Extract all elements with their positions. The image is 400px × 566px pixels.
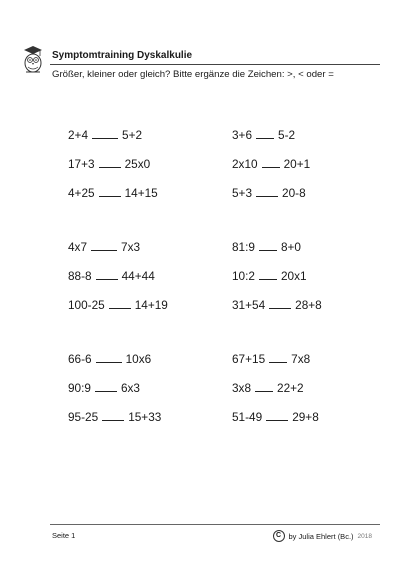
task-right-term: 10x6 <box>125 352 152 366</box>
answer-blank[interactable] <box>96 270 118 280</box>
task-left-term: 3+6 <box>232 128 253 142</box>
task-left-term: 2+4 <box>68 128 89 142</box>
task-left-term: 81:9 <box>232 240 255 254</box>
task-14 <box>232 352 310 366</box>
answer-blank[interactable] <box>262 158 280 168</box>
answer-blank[interactable] <box>259 241 277 251</box>
task-right-term: 20x1 <box>280 269 307 283</box>
task-left-term: 31+54 <box>232 298 266 312</box>
task-11 <box>68 298 168 312</box>
task-left-term: 10:2 <box>232 269 255 283</box>
page-number: Seite 1 <box>52 531 76 540</box>
answer-blank[interactable] <box>255 382 273 392</box>
answer-blank[interactable] <box>269 353 287 363</box>
answer-blank[interactable] <box>96 353 122 363</box>
task-6 <box>232 186 306 200</box>
task-4 <box>232 157 310 171</box>
task-left-term: 95-25 <box>68 410 99 424</box>
task-left-term: 17+3 <box>68 157 95 171</box>
answer-blank[interactable] <box>99 187 121 197</box>
task-right-term: 6x3 <box>120 381 140 395</box>
task-left-term: 5+3 <box>232 186 253 200</box>
task-instruction: Größer, kleiner oder gleich? Bitte ergänze die Zeichen: >, < oder = <box>52 69 334 80</box>
task-left-term: 66-6 <box>68 352 92 366</box>
task-13 <box>68 352 151 366</box>
answer-blank[interactable] <box>256 129 274 139</box>
task-right-term: 5-2 <box>278 128 296 142</box>
task-right-term: 28+8 <box>295 298 322 312</box>
task-left-term: 2x10 <box>232 157 258 171</box>
task-left-term: 4x7 <box>68 240 88 254</box>
task-12 <box>232 298 322 312</box>
task-right-term: 7x8 <box>291 352 311 366</box>
copyright-notice <box>273 530 373 542</box>
task-right-term: 44+44 <box>121 269 155 283</box>
owl-teacher-logo-icon <box>22 44 44 74</box>
task-right-term: 5+2 <box>122 128 143 142</box>
answer-blank[interactable] <box>102 411 124 421</box>
answer-blank[interactable] <box>99 158 121 168</box>
copyright-year: 2018 <box>357 532 372 540</box>
answer-blank[interactable] <box>95 382 117 392</box>
task-10 <box>232 269 307 283</box>
task-right-term: 22+2 <box>277 381 304 395</box>
task-7 <box>68 240 140 254</box>
task-5 <box>68 186 158 200</box>
task-left-term: 51-49 <box>232 410 263 424</box>
task-right-term: 20-8 <box>282 186 306 200</box>
task-left-term: 67+15 <box>232 352 266 366</box>
footer-divider <box>50 524 380 525</box>
task-15 <box>68 381 140 395</box>
task-right-term: 25x0 <box>124 157 151 171</box>
task-17 <box>68 410 161 424</box>
task-left-term: 3x8 <box>232 381 252 395</box>
answer-blank[interactable] <box>91 241 117 251</box>
copyright-icon: C <box>273 530 285 542</box>
task-8 <box>232 240 301 254</box>
task-right-term: 14+19 <box>134 298 168 312</box>
task-right-term: 20+1 <box>283 157 311 171</box>
answer-blank[interactable] <box>266 411 288 421</box>
task-9 <box>68 269 155 283</box>
task-left-term: 100-25 <box>68 298 105 312</box>
worksheet-title: Symptomtraining Dyskalkulie <box>52 50 193 61</box>
task-18 <box>232 410 319 424</box>
task-left-term: 4+25 <box>68 186 95 200</box>
task-2 <box>232 128 295 142</box>
answer-blank[interactable] <box>256 187 278 197</box>
author-credit: by Julia Ehlert (Bc.) <box>288 531 354 541</box>
answer-blank[interactable] <box>109 299 131 309</box>
task-3 <box>68 157 150 171</box>
task-right-term: 15+33 <box>128 410 162 424</box>
task-right-term: 14+15 <box>124 186 158 200</box>
answer-blank[interactable] <box>269 299 291 309</box>
task-left-term: 88-8 <box>68 269 92 283</box>
task-1 <box>68 128 142 142</box>
header-divider <box>50 64 380 65</box>
task-16 <box>232 381 304 395</box>
task-right-term: 7x3 <box>121 240 141 254</box>
task-right-term: 8+0 <box>280 240 301 254</box>
answer-blank[interactable] <box>92 129 118 139</box>
task-right-term: 29+8 <box>292 410 319 424</box>
answer-blank[interactable] <box>259 270 277 280</box>
task-left-term: 90:9 <box>68 381 91 395</box>
